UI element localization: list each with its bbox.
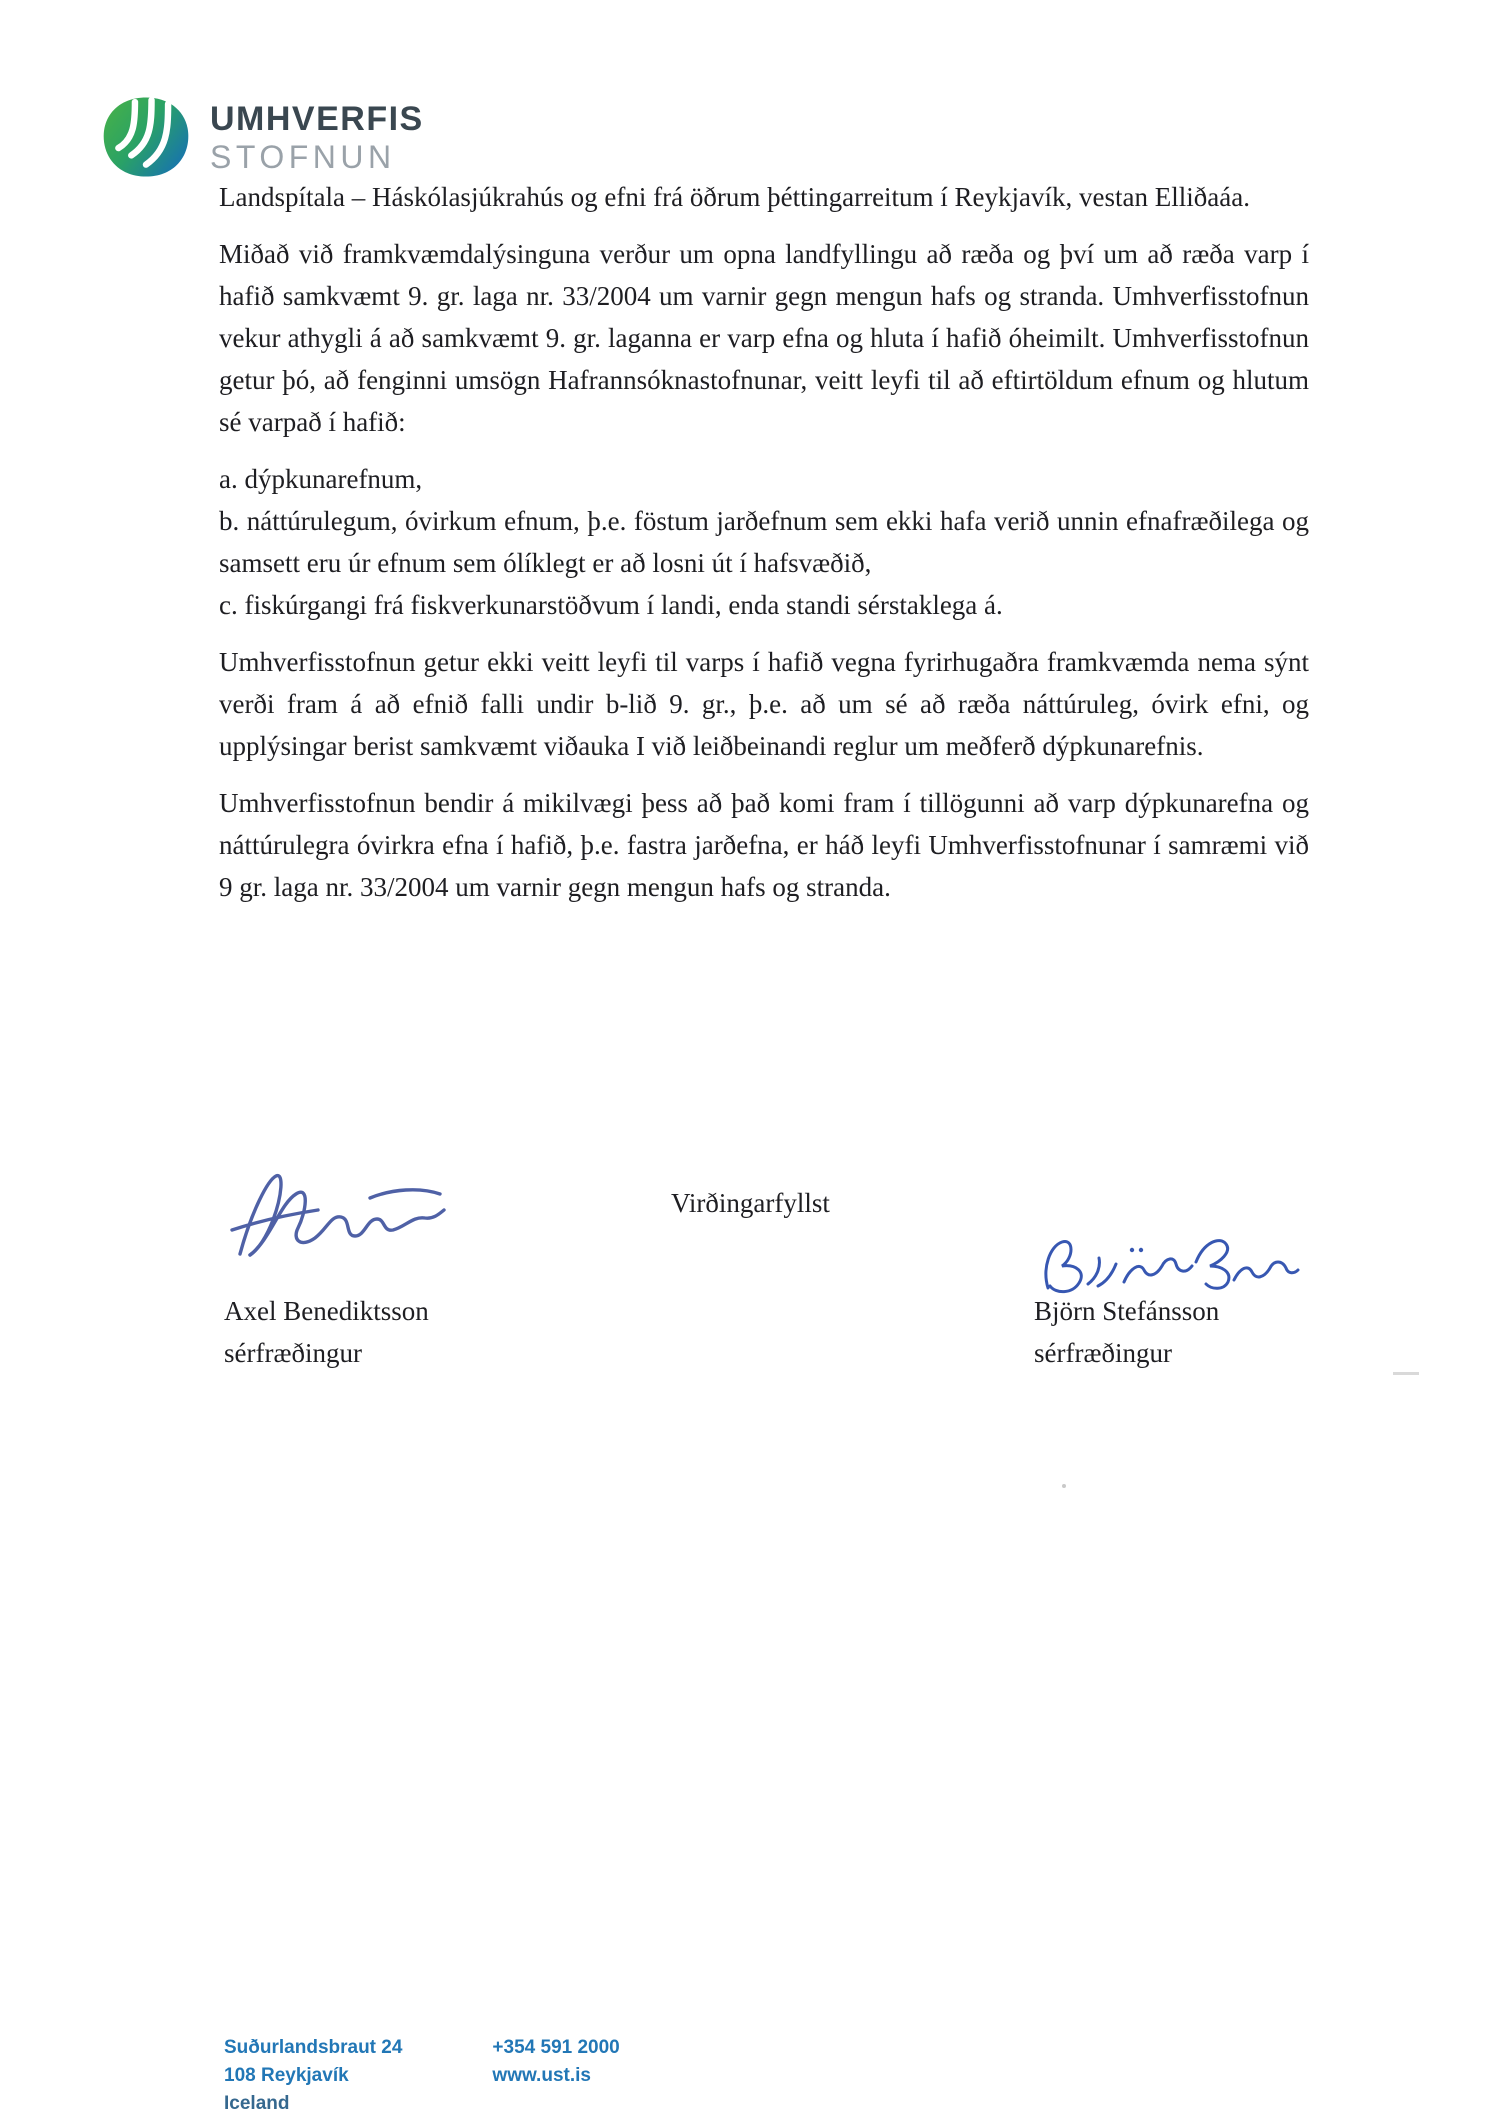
- scan-artifact-dash: [1393, 1372, 1419, 1375]
- list-item-b: b. náttúrulegum, óvirkum efnum, þ.e. föstum jarðefnum sem ekki hafa verið unnin efnafræðilega og samsett eru úr efnum sem ólíklegt er að losni út í hafsvæðið,: [219, 506, 1309, 578]
- signer-left-title: sérfræðingur: [224, 1338, 362, 1368]
- letter-footer: [224, 2034, 620, 2118]
- paragraph-framkvaemdalysing: Miðað við framkvæmdalýsinguna verður um opna landfyllingu að ræða og því um að ræða varp í hafið samkvæmt 9. gr. laga nr. 33/2004 um varnir gegn mengun hafs og stranda. Umhverfisstofnun vekur athygli á að samkvæmt 9. gr. laganna er varp efna og hluta í hafið óheimilt. Umhverfisstofnun getur þó, að fenginni umsögn Hafrannsóknastofnunar, veitt leyfi til að eftirtöldum efnum og hlutum sé varpað í hafið:: [219, 239, 1309, 437]
- valediction: Virðingarfyllst: [671, 1188, 830, 1218]
- signature-axel-icon: [222, 1158, 467, 1273]
- paragraph-landspitali: Landspítala – Háskólasjúkrahús og efni frá öðrum þéttingarreitum í Reykjavík, vestan Elliðaáa.: [219, 182, 1250, 212]
- signer-right-name: Björn Stefánsson: [1034, 1296, 1220, 1326]
- letter-body: [219, 176, 1309, 923]
- list-item-c: c. fiskúrgangi frá fiskverkunarstöðvum í landi, enda standi sérstaklega á.: [219, 590, 1003, 620]
- umhverfisstofnun-logo-icon: [100, 94, 192, 180]
- footer-phone: +354 591 2000: [492, 2037, 620, 2058]
- footer-address: [224, 2034, 402, 2118]
- agency-logo: [100, 94, 424, 180]
- paragraph-leyfi: Umhverfisstofnun getur ekki veitt leyfi til varps í hafið vegna fyrirhugaðra framkvæmda nema sýnt verði fram á að efnið falli undir b-lið 9. gr., þ.e. að um sé að ræða náttúruleg, óvirk efni, og upplýsingar berist samkvæmt viðauka I við leiðbeinandi reglur um meðferð dýpkunarefnis.: [219, 647, 1309, 761]
- agency-name-line1: UMHVERFIS: [210, 100, 424, 138]
- agency-name: [210, 94, 424, 176]
- agency-name-line2: STOFNUN: [210, 138, 396, 175]
- list-item-a: a. dýpkunarefnum,: [219, 464, 423, 494]
- scan-artifact-dot: [1062, 1484, 1066, 1488]
- footer-website: www.ust.is: [492, 2065, 591, 2086]
- footer-address-line1: Suðurlandsbraut 24: [224, 2037, 403, 2058]
- permitted-materials-list: [219, 458, 1309, 626]
- signer-right-title: sérfræðingur: [1034, 1338, 1172, 1368]
- signature-bjorn-icon: [1028, 1228, 1303, 1306]
- paragraph-mikilvaegi: Umhverfisstofnun bendir á mikilvægi þess að það komi fram í tillögunni að varp dýpkunarefna og náttúrulegra óvirkra efna í hafið, þ.e. fastra jarðefna, er háð leyfi Umhverfisstofnunar í samræmi við 9 gr. laga nr. 33/2004 um varnir gegn mengun hafs og stranda.: [219, 788, 1309, 902]
- signer-left-name: Axel Benediktsson: [224, 1296, 429, 1326]
- footer-address-line2: 108 Reykjavík: [224, 2065, 349, 2086]
- footer-contact: [492, 2034, 619, 2118]
- footer-address-line3: Iceland: [224, 2093, 290, 2114]
